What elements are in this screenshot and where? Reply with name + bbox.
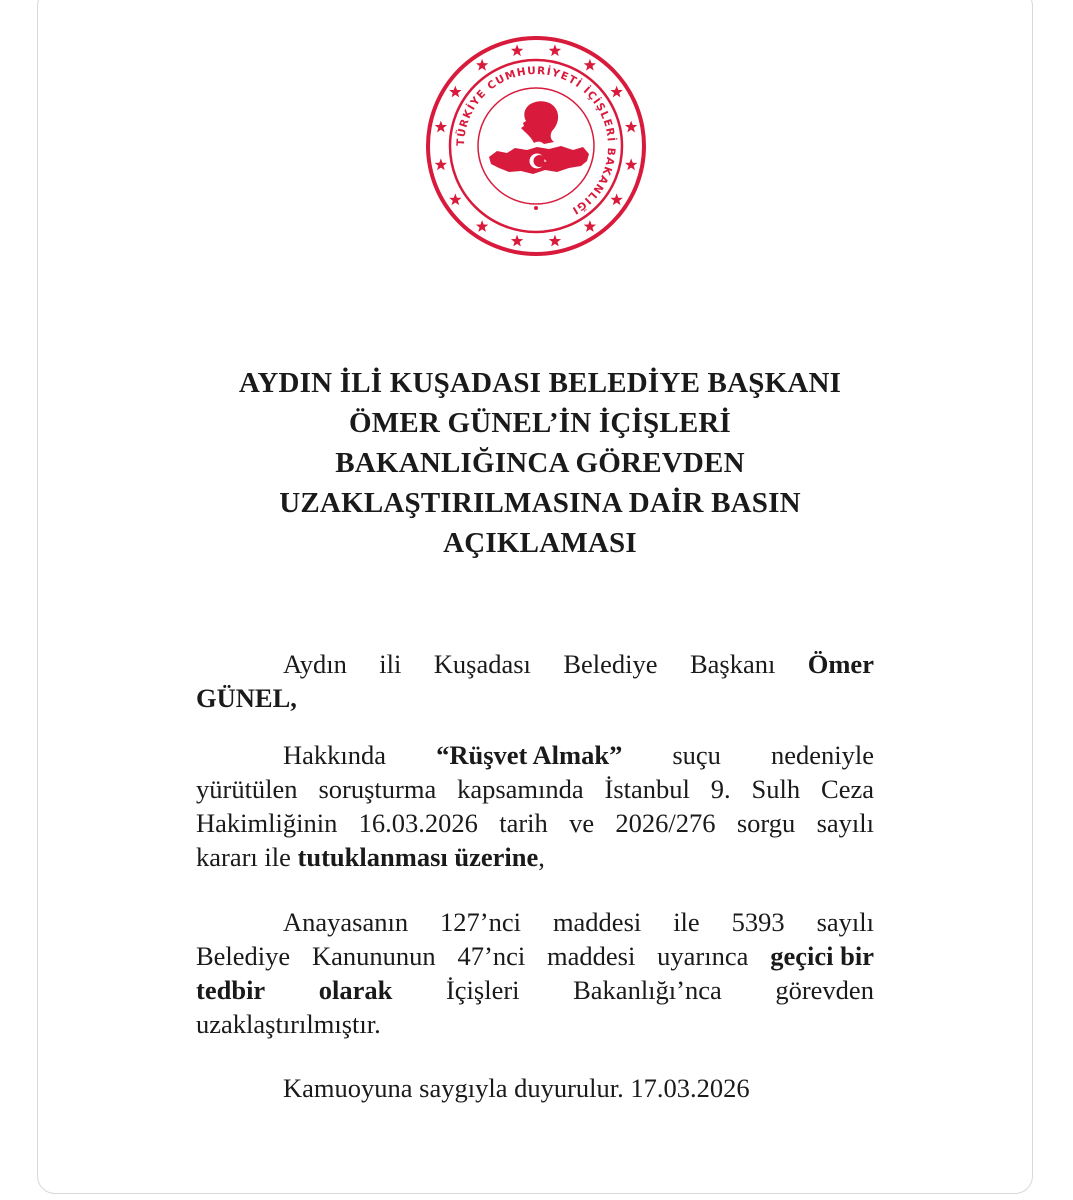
- seal-star-icon: [549, 235, 561, 247]
- word: görevden: [775, 975, 874, 1005]
- arrest-date: 16.03.2026: [358, 808, 478, 838]
- seal-star-icon: [435, 121, 447, 133]
- charge-name: “Rüşvet Almak”: [436, 740, 623, 770]
- arrest-phrase: tutuklanması üzerine: [297, 842, 539, 872]
- seal-star-icon: [625, 158, 637, 170]
- word: tarih: [499, 808, 548, 838]
- seal-star-icon: [549, 44, 561, 56]
- seal-star-icon: [449, 86, 461, 98]
- word: Ceza: [821, 774, 874, 804]
- seal-star-icon: [476, 59, 488, 71]
- closing-paragraph: [196, 1071, 874, 1105]
- word: Aydın: [283, 649, 347, 679]
- seal-star-icon: [449, 193, 461, 205]
- seal-star-icon: [584, 220, 596, 232]
- word: Hakkında: [283, 740, 387, 770]
- word: kapsamında: [457, 774, 584, 804]
- word: suçu: [672, 740, 721, 770]
- word: Başkanı: [689, 649, 776, 679]
- ministry-seal: [423, 33, 649, 259]
- ministry-seal-graphic: [423, 33, 649, 259]
- mayor-last-name: GÜNEL,: [196, 683, 297, 713]
- word: kararı ile: [196, 842, 291, 872]
- word: sayılı: [816, 808, 874, 838]
- seal-star-icon: [435, 158, 447, 170]
- word: İstanbul: [604, 774, 690, 804]
- seal-star-icon: [511, 235, 523, 247]
- word: maddesi: [552, 907, 642, 937]
- paragraph-suspension: [196, 905, 874, 1041]
- word: sorgu: [736, 808, 796, 838]
- word: maddesi: [547, 941, 636, 971]
- word: İçişleri: [445, 975, 520, 1005]
- word: Hakimliğinin: [196, 808, 338, 838]
- word: Kanununun: [312, 941, 436, 971]
- temporary-measure-phrase: geçici bir: [770, 941, 874, 971]
- word: 5393: [731, 907, 785, 937]
- word: Bakanlığı’nca: [573, 975, 722, 1005]
- word: Sulh: [751, 774, 801, 804]
- word: ili: [379, 649, 402, 679]
- word: olarak: [318, 975, 393, 1005]
- paragraph-mayor: [196, 647, 874, 715]
- word: Anayasanın: [283, 907, 409, 937]
- punctuation: ,: [538, 842, 545, 872]
- seal-star-icon: [610, 86, 622, 98]
- title-line: UZAKLAŞTIRILMASINA DAİR BASIN: [279, 487, 801, 519]
- paragraph-arrest: [196, 738, 874, 874]
- press-release-title: [180, 363, 900, 563]
- word: sayılı: [816, 907, 874, 937]
- seal-ring-text: TÜRKİYE CUMHURİYETİ İÇİŞLERİ BAKANLIĞI: [454, 64, 618, 217]
- title-line: ÖMER GÜNEL’İN İÇİŞLERİ: [348, 407, 732, 439]
- word: tedbir: [196, 975, 266, 1005]
- title-line: BAKANLIĞINCA GÖREVDEN: [335, 447, 745, 479]
- closing-line: Kamuoyuna saygıyla duyurulur. 17.03.2026: [283, 1073, 750, 1103]
- title-line: AÇIKLAMASI: [443, 527, 637, 559]
- word: 47’nci: [457, 941, 526, 971]
- word: Belediye: [563, 649, 658, 679]
- seal-star-icon: [584, 59, 596, 71]
- ataturk-profile-icon: [521, 101, 558, 144]
- word: Belediye: [196, 941, 291, 971]
- word: Kuşadası: [433, 649, 531, 679]
- word: nedeniyle: [770, 740, 874, 770]
- word: yürütülen: [196, 774, 298, 804]
- mayor-first-name: Ömer: [807, 649, 874, 679]
- word: uyarınca: [657, 941, 749, 971]
- word: soruşturma: [318, 774, 437, 804]
- seal-star-icon: [511, 44, 523, 56]
- seal-star-icon: [610, 193, 622, 205]
- word: 127’nci: [440, 907, 521, 937]
- seal-star-icon: [625, 121, 637, 133]
- title-line: AYDIN İLİ KUŞADASI BELEDİYE BAŞKANI: [238, 367, 842, 399]
- word: 9.: [710, 774, 731, 804]
- seal-star-icon: [476, 220, 488, 232]
- word: ile: [673, 907, 700, 937]
- word: uzaklaştırılmıştır.: [196, 1009, 381, 1039]
- word: ve: [569, 808, 595, 838]
- decision-number: 2026/276: [615, 808, 716, 838]
